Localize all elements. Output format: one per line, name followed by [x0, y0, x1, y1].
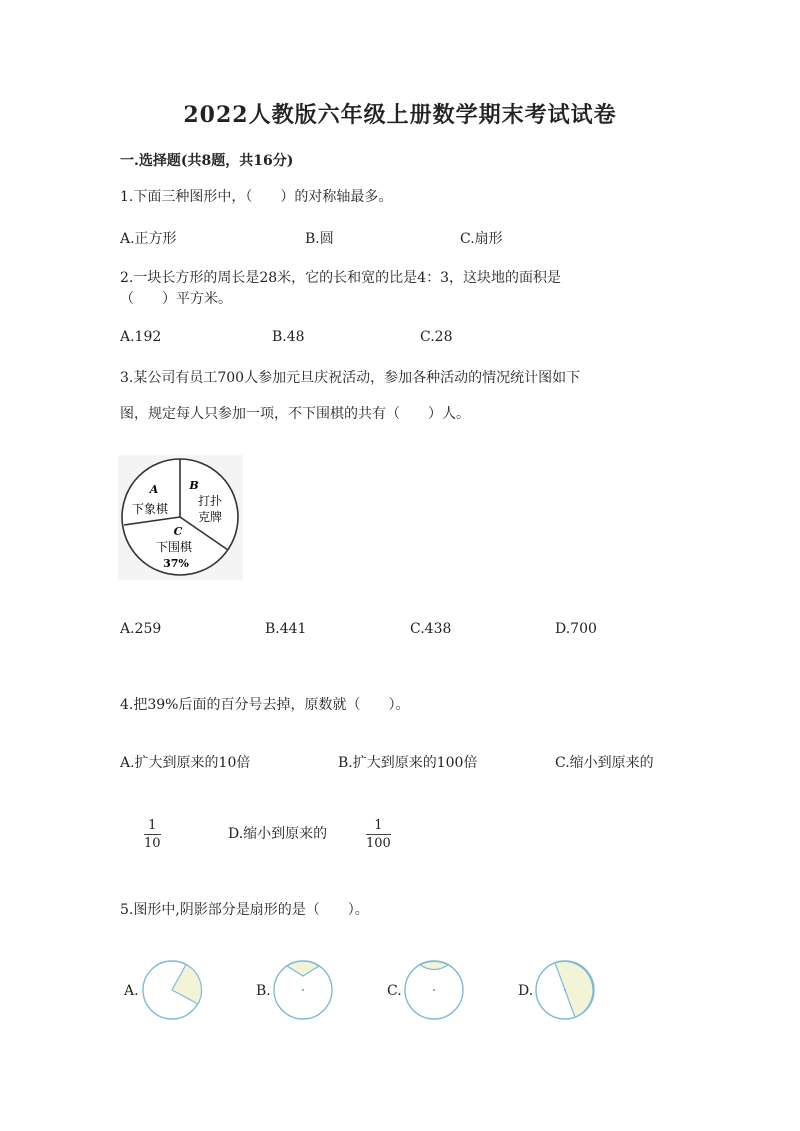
question-2-option-a[interactable]: A.192	[120, 329, 162, 345]
question-4-option-b[interactable]: B.扩大到原来的100倍	[338, 755, 478, 771]
fraction-numerator: 1	[144, 818, 161, 835]
question-3-text-line1: 3.某公司有员工700人参加元旦庆祝活动，参加各种活动的情况统计图如下	[120, 370, 581, 386]
fraction-denominator: 10	[144, 836, 161, 851]
page-title: 2022人教版六年级上册数学期末考试试卷	[183, 102, 617, 128]
question-3-option-c[interactable]: C.438	[410, 621, 452, 637]
question-4-option-c-fraction	[144, 818, 161, 853]
figure-c-circle[interactable]	[402, 958, 466, 1022]
pie-label-b-line2: 克牌	[197, 510, 223, 524]
fraction-numerator: 1	[366, 818, 391, 835]
question-3-option-d[interactable]: D.700	[555, 621, 597, 637]
pie-label-b-line1: 打扑	[197, 494, 223, 508]
question-5-option-c[interactable]: C.	[387, 983, 402, 999]
question-1-option-c[interactable]: C.扇形	[460, 231, 503, 247]
question-5-option-d[interactable]: D.	[518, 983, 534, 999]
question-4-option-d[interactable]: D.缩小到原来的	[228, 826, 328, 842]
question-3-option-b[interactable]: B.441	[265, 621, 307, 637]
question-2-text-line2: （ ）平方米。	[120, 291, 232, 307]
question-2-option-b[interactable]: B.48	[272, 329, 305, 345]
question-3-text-line2: 图，规定每人只参加一项，不下围棋的共有（ ）人。	[120, 406, 470, 422]
pie-label-b-letter: B	[189, 479, 199, 492]
question-4-option-a[interactable]: A.扩大到原来的10倍	[120, 755, 251, 771]
question-4-text: 4.把39%后面的百分号去掉，原数就（ ）。	[120, 697, 410, 713]
question-4-option-d-fraction	[366, 818, 391, 853]
pie-label-c-letter: C	[173, 525, 183, 538]
question-5-text: 5.图形中,阴影部分是扇形的是（ ）。	[120, 902, 369, 918]
question-1-text: 1.下面三种图形中，（ ）的对称轴最多。	[120, 189, 393, 205]
pie-label-c: 下围棋	[155, 540, 193, 554]
figure-c-center-dot	[433, 989, 435, 991]
question-2-text-line1: 2.一块长方形的周长是28米，它的长和宽的比是4：3，这块地的面积是	[120, 270, 561, 286]
question-3-option-a[interactable]: A.259	[120, 621, 162, 637]
question-5-option-a[interactable]: A.	[124, 983, 139, 999]
question-5-option-b[interactable]: B.	[256, 983, 271, 999]
figure-d-circle[interactable]	[533, 958, 597, 1022]
pie-label-a: 下象棋	[131, 502, 169, 516]
figure-a-circle[interactable]	[140, 958, 204, 1022]
figure-d-center-dot	[564, 989, 566, 991]
fraction-denominator: 100	[366, 836, 391, 851]
question-2-option-c[interactable]: C.28	[420, 329, 453, 345]
section-heading: 一.选择题(共8题，共16分)	[120, 153, 294, 169]
question-1-option-b[interactable]: B.圆	[305, 231, 334, 247]
figure-b-circle[interactable]	[271, 958, 335, 1022]
question-1-option-a[interactable]: A.正方形	[120, 231, 177, 247]
pie-label-a-letter: A	[149, 483, 159, 496]
question-4-option-c[interactable]: C.缩小到原来的	[555, 755, 654, 771]
figure-b-center-dot	[302, 989, 304, 991]
pie-label-c-percent: 37%	[163, 557, 189, 570]
pie-chart	[118, 455, 243, 580]
